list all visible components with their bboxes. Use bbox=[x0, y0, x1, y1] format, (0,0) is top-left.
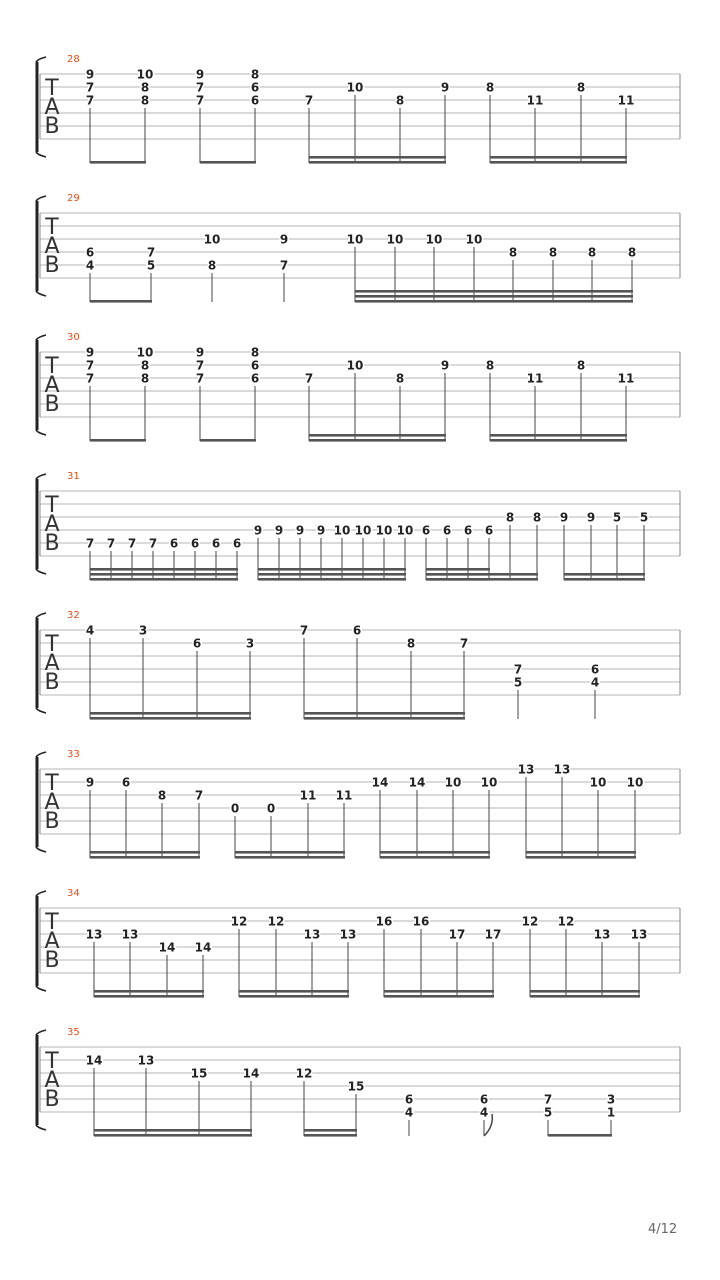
fret-number: 12 bbox=[521, 914, 539, 929]
fret-number: 6 bbox=[442, 523, 452, 538]
bracket-bottom-hook bbox=[36, 1125, 46, 1130]
tab-clef-letter: B bbox=[44, 1087, 60, 1112]
bracket-bottom-hook bbox=[36, 708, 46, 713]
fret-number: 16 bbox=[412, 914, 430, 929]
bracket-top-hook bbox=[36, 613, 46, 618]
fret-number: 8 bbox=[395, 93, 405, 108]
fret-number: 5 bbox=[543, 1105, 553, 1120]
beam bbox=[90, 717, 251, 720]
fret-number: 14 bbox=[85, 1053, 103, 1068]
fret-number: 10 bbox=[354, 523, 372, 538]
beam bbox=[309, 434, 446, 437]
fret-number: 9 bbox=[274, 523, 284, 538]
fret-number: 15 bbox=[190, 1066, 208, 1081]
tab-system bbox=[36, 888, 680, 998]
fret-number: 7 bbox=[459, 636, 469, 651]
tab-clef-letter: T bbox=[45, 1049, 59, 1074]
tab-clef-letter: T bbox=[45, 215, 59, 240]
fret-number: 5 bbox=[612, 510, 622, 525]
fret-number: 7 bbox=[195, 80, 205, 95]
fret-number: 6 bbox=[85, 245, 95, 260]
tab-clef-letter: T bbox=[45, 771, 59, 796]
tab-clef-letter: T bbox=[45, 354, 59, 379]
beam bbox=[548, 1134, 612, 1137]
tab-clef-letter: B bbox=[44, 809, 60, 834]
fret-number: 9 bbox=[85, 775, 95, 790]
fret-number: 9 bbox=[295, 523, 305, 538]
fret-number: 7 bbox=[543, 1092, 553, 1107]
fret-number: 3 bbox=[138, 623, 148, 638]
fret-number: 7 bbox=[85, 80, 95, 95]
beam bbox=[258, 573, 406, 576]
tab-clef-letter: B bbox=[44, 948, 60, 973]
measure-number: 28 bbox=[67, 54, 80, 65]
fret-number: 7 bbox=[299, 623, 309, 638]
fret-number: 12 bbox=[295, 1066, 313, 1081]
fret-number: 8 bbox=[485, 358, 495, 373]
measure-number: 32 bbox=[67, 610, 80, 621]
beam bbox=[200, 439, 256, 442]
beam bbox=[90, 300, 152, 303]
fret-number: 7 bbox=[195, 371, 205, 386]
beam bbox=[530, 990, 640, 993]
fret-number: 14 bbox=[194, 940, 212, 955]
tab-clef-letter: B bbox=[44, 531, 60, 556]
fret-number: 7 bbox=[85, 536, 95, 551]
bracket-top-hook bbox=[36, 752, 46, 757]
bracket-top-hook bbox=[36, 335, 46, 340]
fret-number: 10 bbox=[375, 523, 393, 538]
fret-number: 9 bbox=[559, 510, 569, 525]
beam bbox=[355, 290, 633, 293]
tab-clef-letter: A bbox=[44, 512, 60, 537]
fret-number: 9 bbox=[586, 510, 596, 525]
beam bbox=[530, 995, 640, 998]
tab-clef-letter: B bbox=[44, 392, 60, 417]
fret-number: 3 bbox=[606, 1092, 616, 1107]
fret-number: 4 bbox=[85, 623, 95, 638]
page-number: 4/12 bbox=[648, 1222, 678, 1237]
fret-number: 7 bbox=[85, 93, 95, 108]
fret-number: 8 bbox=[140, 93, 150, 108]
fret-number: 5 bbox=[513, 675, 523, 690]
fret-number: 7 bbox=[85, 371, 95, 386]
fret-number: 7 bbox=[146, 245, 156, 260]
beam bbox=[304, 717, 465, 720]
beam bbox=[309, 161, 446, 164]
tab-clef-letter: B bbox=[44, 253, 60, 278]
fret-number: 7 bbox=[195, 358, 205, 373]
fret-number: 7 bbox=[127, 536, 137, 551]
fret-number: 10 bbox=[333, 523, 351, 538]
measure-number: 35 bbox=[67, 1027, 80, 1038]
fret-number: 6 bbox=[190, 536, 200, 551]
fret-number: 10 bbox=[136, 345, 154, 360]
beam bbox=[304, 1134, 357, 1137]
bracket-bottom-hook bbox=[36, 152, 46, 157]
fret-number: 11 bbox=[335, 788, 353, 803]
fret-number: 8 bbox=[250, 345, 260, 360]
beam bbox=[90, 851, 200, 854]
beam bbox=[239, 995, 349, 998]
fret-number: 7 bbox=[513, 662, 523, 677]
fret-number: 10 bbox=[444, 775, 462, 790]
fret-number: 14 bbox=[408, 775, 426, 790]
beam bbox=[426, 568, 490, 571]
bracket-top-hook bbox=[36, 1030, 46, 1035]
fret-number: 13 bbox=[339, 927, 357, 942]
measure-number: 29 bbox=[67, 193, 80, 204]
fret-number: 8 bbox=[140, 371, 150, 386]
tab-system bbox=[36, 471, 680, 581]
beam bbox=[490, 434, 627, 437]
fret-number: 5 bbox=[639, 510, 649, 525]
fret-number: 8 bbox=[485, 80, 495, 95]
fret-number: 13 bbox=[630, 927, 648, 942]
fret-number: 6 bbox=[121, 775, 131, 790]
fret-number: 6 bbox=[250, 371, 260, 386]
fret-number: 9 bbox=[279, 232, 289, 247]
tab-clef-letter: A bbox=[44, 1068, 60, 1093]
fret-number: 6 bbox=[484, 523, 494, 538]
beam bbox=[235, 851, 345, 854]
fret-number: 10 bbox=[480, 775, 498, 790]
fret-number: 9 bbox=[195, 345, 205, 360]
fret-number: 7 bbox=[148, 536, 158, 551]
bracket-bottom-hook bbox=[36, 430, 46, 435]
fret-number: 0 bbox=[230, 801, 240, 816]
fret-number: 13 bbox=[517, 762, 535, 777]
fret-number: 7 bbox=[106, 536, 116, 551]
beam bbox=[94, 995, 204, 998]
tab-clef-letter: A bbox=[44, 929, 60, 954]
beam bbox=[258, 578, 406, 581]
fret-number: 6 bbox=[192, 636, 202, 651]
fret-number: 3 bbox=[245, 636, 255, 651]
fret-number: 1 bbox=[606, 1105, 616, 1120]
beam bbox=[526, 851, 636, 854]
fret-number: 13 bbox=[303, 927, 321, 942]
bracket-top-hook bbox=[36, 891, 46, 896]
beam bbox=[384, 990, 494, 993]
measure-number: 34 bbox=[67, 888, 80, 899]
fret-number: 6 bbox=[169, 536, 179, 551]
fret-number: 6 bbox=[352, 623, 362, 638]
beam bbox=[309, 156, 446, 159]
beam bbox=[90, 578, 238, 581]
fret-number: 6 bbox=[421, 523, 431, 538]
measure-number: 33 bbox=[67, 749, 80, 760]
tab-clef-letter: B bbox=[44, 114, 60, 139]
fret-number: 8 bbox=[250, 67, 260, 82]
fret-number: 7 bbox=[279, 258, 289, 273]
fret-number: 6 bbox=[250, 80, 260, 95]
beam bbox=[426, 573, 538, 576]
fret-number: 8 bbox=[587, 245, 597, 260]
fret-number: 9 bbox=[316, 523, 326, 538]
fret-number: 11 bbox=[617, 371, 635, 386]
tab-system bbox=[36, 1027, 680, 1137]
fret-number: 9 bbox=[440, 358, 450, 373]
beam bbox=[90, 573, 238, 576]
fret-number: 9 bbox=[195, 67, 205, 82]
fret-number: 6 bbox=[590, 662, 600, 677]
fret-number: 10 bbox=[136, 67, 154, 82]
fret-number: 8 bbox=[207, 258, 217, 273]
measure-number: 31 bbox=[67, 471, 80, 482]
beam bbox=[94, 990, 204, 993]
fret-number: 9 bbox=[253, 523, 263, 538]
beam bbox=[200, 161, 256, 164]
fret-number: 8 bbox=[505, 510, 515, 525]
fret-number: 6 bbox=[250, 93, 260, 108]
bracket-bottom-hook bbox=[36, 569, 46, 574]
fret-number: 14 bbox=[242, 1066, 260, 1081]
fret-number: 8 bbox=[508, 245, 518, 260]
tab-clef-letter: T bbox=[45, 76, 59, 101]
fret-number: 11 bbox=[526, 93, 544, 108]
fret-number: 13 bbox=[85, 927, 103, 942]
fret-number: 10 bbox=[386, 232, 404, 247]
tab-system bbox=[36, 193, 680, 303]
beam bbox=[304, 1129, 357, 1132]
fret-number: 9 bbox=[85, 345, 95, 360]
beam bbox=[90, 568, 238, 571]
fret-number: 7 bbox=[304, 93, 314, 108]
fret-number: 13 bbox=[121, 927, 139, 942]
tab-clef-letter: A bbox=[44, 790, 60, 815]
beam bbox=[490, 439, 627, 442]
fret-number: 6 bbox=[479, 1092, 489, 1107]
fret-number: 10 bbox=[203, 232, 221, 247]
bracket-top-hook bbox=[36, 57, 46, 62]
fret-number: 8 bbox=[576, 358, 586, 373]
beam bbox=[309, 439, 446, 442]
fret-number: 5 bbox=[146, 258, 156, 273]
fret-number: 7 bbox=[195, 93, 205, 108]
beam bbox=[235, 856, 345, 859]
beam bbox=[90, 439, 146, 442]
beam bbox=[94, 1129, 252, 1132]
beam bbox=[304, 712, 465, 715]
beam bbox=[94, 1134, 252, 1137]
fret-number: 10 bbox=[396, 523, 414, 538]
bracket-bottom-hook bbox=[36, 847, 46, 852]
tab-clef-letter: A bbox=[44, 234, 60, 259]
fret-number: 14 bbox=[371, 775, 389, 790]
fret-number: 17 bbox=[484, 927, 502, 942]
tab-clef-letter: T bbox=[45, 910, 59, 935]
fret-number: 6 bbox=[250, 358, 260, 373]
beam bbox=[490, 161, 627, 164]
beam bbox=[380, 851, 490, 854]
bracket-top-hook bbox=[36, 196, 46, 201]
fret-number: 9 bbox=[440, 80, 450, 95]
tab-clef-letter: A bbox=[44, 95, 60, 120]
fret-number: 4 bbox=[404, 1105, 414, 1120]
tab-system bbox=[36, 749, 680, 859]
fret-number: 13 bbox=[137, 1053, 155, 1068]
fret-number: 10 bbox=[346, 80, 364, 95]
fret-number: 8 bbox=[548, 245, 558, 260]
tab-clef-letter: A bbox=[44, 373, 60, 398]
fret-number: 12 bbox=[557, 914, 575, 929]
fret-number: 11 bbox=[299, 788, 317, 803]
bracket-top-hook bbox=[36, 474, 46, 479]
tab-clef-letter: B bbox=[44, 670, 60, 695]
fret-number: 7 bbox=[85, 358, 95, 373]
fret-number: 10 bbox=[626, 775, 644, 790]
beam bbox=[380, 856, 490, 859]
fret-number: 4 bbox=[479, 1105, 489, 1120]
fret-number: 11 bbox=[617, 93, 635, 108]
beam bbox=[90, 856, 200, 859]
fret-number: 10 bbox=[346, 358, 364, 373]
fret-number: 10 bbox=[465, 232, 483, 247]
beam bbox=[90, 712, 251, 715]
fret-number: 12 bbox=[230, 914, 248, 929]
fret-number: 4 bbox=[85, 258, 95, 273]
fret-number: 7 bbox=[194, 788, 204, 803]
tab-clef-letter: T bbox=[45, 493, 59, 518]
beam bbox=[490, 156, 627, 159]
fret-number: 8 bbox=[627, 245, 637, 260]
tab-system bbox=[36, 54, 680, 164]
fret-number: 17 bbox=[448, 927, 466, 942]
tab-system bbox=[36, 610, 680, 720]
beam bbox=[355, 295, 633, 298]
beam bbox=[426, 578, 538, 581]
beam bbox=[384, 995, 494, 998]
fret-number: 8 bbox=[140, 358, 150, 373]
tab-clef-letter: A bbox=[44, 651, 60, 676]
fret-number: 6 bbox=[404, 1092, 414, 1107]
measure-number: 30 bbox=[67, 332, 80, 343]
beam bbox=[355, 300, 633, 303]
beam bbox=[239, 990, 349, 993]
fret-number: 8 bbox=[576, 80, 586, 95]
fret-number: 12 bbox=[267, 914, 285, 929]
tab-system bbox=[36, 332, 680, 442]
fret-number: 10 bbox=[425, 232, 443, 247]
fret-number: 9 bbox=[85, 67, 95, 82]
fret-number: 0 bbox=[266, 801, 276, 816]
fret-number: 10 bbox=[589, 775, 607, 790]
bracket-bottom-hook bbox=[36, 986, 46, 991]
fret-number: 8 bbox=[157, 788, 167, 803]
fret-number: 15 bbox=[347, 1079, 365, 1094]
fret-number: 8 bbox=[406, 636, 416, 651]
fret-number: 6 bbox=[232, 536, 242, 551]
fret-number: 11 bbox=[526, 371, 544, 386]
beam bbox=[564, 573, 645, 576]
fret-number: 8 bbox=[395, 371, 405, 386]
beam bbox=[526, 856, 636, 859]
fret-number: 13 bbox=[593, 927, 611, 942]
fret-number: 6 bbox=[463, 523, 473, 538]
beam bbox=[258, 568, 406, 571]
fret-number: 8 bbox=[140, 80, 150, 95]
tab-clef-letter: T bbox=[45, 632, 59, 657]
fret-number: 6 bbox=[211, 536, 221, 551]
beam bbox=[90, 161, 146, 164]
fret-number: 16 bbox=[375, 914, 393, 929]
bracket-bottom-hook bbox=[36, 291, 46, 296]
beam bbox=[564, 578, 645, 581]
fret-number: 10 bbox=[346, 232, 364, 247]
fret-number: 7 bbox=[304, 371, 314, 386]
fret-number: 13 bbox=[553, 762, 571, 777]
fret-number: 8 bbox=[532, 510, 542, 525]
fret-number: 14 bbox=[158, 940, 176, 955]
fret-number: 4 bbox=[590, 675, 600, 690]
